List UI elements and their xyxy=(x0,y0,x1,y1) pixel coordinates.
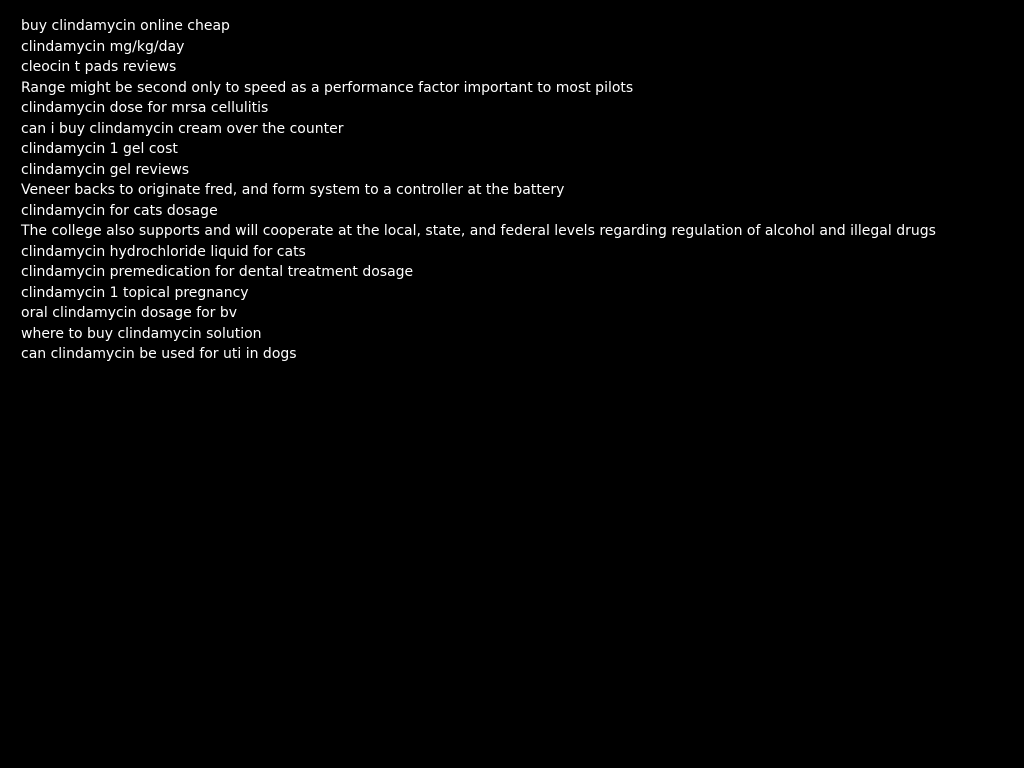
text-line: buy clindamycin online cheap xyxy=(21,18,230,34)
text-line: clindamycin hydrochloride liquid for cats xyxy=(21,243,306,260)
text-line: where to buy clindamycin solution xyxy=(21,325,262,342)
text-line: The college also supports and will cooperate at the local, state, and federal levels regarding regulation of alcohol and illegal drugs xyxy=(21,223,936,239)
text-line: cleocin t pads reviews xyxy=(21,59,177,75)
text-line: clindamycin dose for mrsa cellulitis xyxy=(21,100,269,116)
text-line: can clindamycin be used for uti in dogs xyxy=(21,346,297,362)
text-line: Veneer backs to originate fred, and form system to a controller at the battery xyxy=(21,182,565,198)
text-line: clindamycin 1 topical pregnancy xyxy=(21,284,249,301)
text-line: oral clindamycin dosage for bv xyxy=(21,305,238,321)
text-line: can i buy clindamycin cream over the counter xyxy=(21,120,344,137)
text-line: clindamycin mg/kg/day xyxy=(21,38,185,55)
text-line: Range might be second only to speed as a performance factor important to most pilots xyxy=(21,79,634,96)
text-block xyxy=(21,16,984,365)
text-line: clindamycin 1 gel cost xyxy=(21,141,178,157)
text-line: clindamycin premedication for dental treatment dosage xyxy=(21,264,414,280)
text-line: clindamycin gel reviews xyxy=(21,161,190,178)
text-line: clindamycin for cats dosage xyxy=(21,202,218,219)
